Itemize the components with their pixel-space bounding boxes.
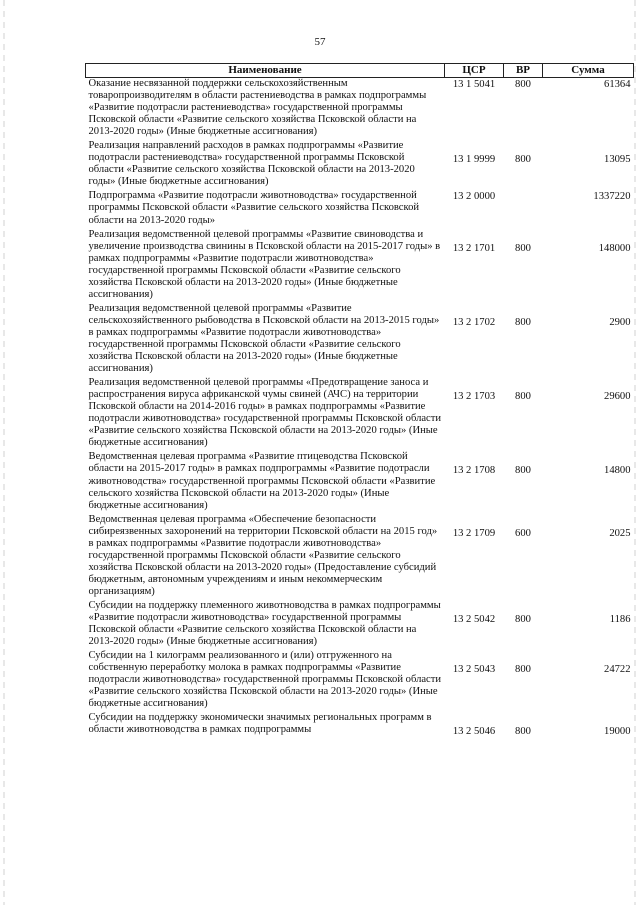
row-vr: 800 [515,664,531,676]
row-csr: 13 1 9999 [452,154,496,166]
table-row [86,712,634,740]
table-row [86,377,634,451]
row-csr: 13 1 5041 [452,79,496,90]
table-row [86,303,634,377]
row-vr: 800 [515,465,531,477]
row-vr: 800 [515,316,531,328]
row-sum: 24722 [604,664,631,676]
row-vr: 800 [515,242,531,254]
row-vr [504,190,543,228]
row-vr: 800 [515,613,531,625]
row-csr: 13 2 5046 [452,726,496,738]
row-csr: 13 2 0000 [452,191,496,203]
row-csr: 13 2 1701 [452,242,496,254]
row-sum: 61364 [604,79,631,90]
row-vr: 600 [515,527,531,539]
table-row [86,78,634,141]
row-name: Реализация направлений расходов в рамках подпрограммы «Развитие подотрасли растениеводства» государственной программы Псковской области «Развитие сельского хозяйства Псковской области на 2013-2020 годы» (Иные бюджетные ассигнования) [88,140,415,188]
table-row [86,140,634,190]
header-name: Наименование [86,64,445,78]
table-row [86,650,634,712]
table-row [86,229,634,303]
row-sum: 14800 [604,465,631,477]
row-name: Реализация ведомственной целевой программы «Развитие сельскохозяйственного рыбоводства в Псковской области на 2013-2015 годы» в рамках подпрограммы «Развитие подотрасли животноводства» государственной программы Псковской области «Развитие сельского хозяйства Псковской области на 2013-2020 годы» (Иные бюджетные ассигнования) [88,302,440,375]
row-vr: 800 [515,154,531,166]
budget-table [85,63,634,740]
table-row [86,190,634,228]
page-number: 57 [314,36,326,48]
header-sum: Сумма [543,64,634,78]
row-sum: 19000 [604,726,631,738]
row-csr: 13 2 1703 [452,391,496,403]
row-name: Оказание несвязанной поддержки сельскохозяйственным товаропроизводителям в области растениеводства в рамках подпрограммы «Развитие подотрасли растениеводства» государственной программы Псковской области «Развитие сельского хозяйства Псковской области на 2013-2020 годы» (Иные бюджетные ассигнования) [88,78,427,138]
row-vr: 800 [515,79,531,90]
row-sum: 29600 [604,391,631,403]
row-sum: 1186 [609,613,631,625]
row-name: Субсидии на 1 килограмм реализованного и (или) отгруженного на собственную переработку молока в рамках подпрограммы «Развитие подотрасли животноводства» государственной программы Псковской области «Развитие сельского хозяйства Псковской области на 2013-2020 годы» (Иные бюджетные ассигнования) [88,650,442,710]
table-row [86,600,634,650]
row-csr: 13 2 1702 [452,316,496,328]
row-vr: 800 [515,726,531,738]
row-name: Ведомственная целевая программа «Развитие птицеводства Псковской области на 2015-2017 годы» в рамках подпрограммы «Развитие подотрасли животноводства» государственной программы Псковской области «Развитие сельского хозяйства Псковской области на 2013-2020 годы» (Иные бюджетные ассигнования) [88,451,436,511]
row-sum: 148000 [598,242,631,254]
scan-edge-left [3,0,5,905]
scan-edge-right [634,0,636,905]
row-csr: 13 2 1709 [452,527,496,539]
row-name: Подпрограмма «Развитие подотрасли животноводства» государственной программы Псковской области «Развитие сельского хозяйства Псковской области на 2013-2020 годы» [88,190,420,226]
row-sum: 2900 [609,316,631,328]
table-row [86,514,634,600]
row-name: Ведомственная целевая программа «Обеспечение безопасности сибиреязвенных захоронений на территории Псковской области на 2015 год» в рамках подпрограммы «Развитие подотрасли животноводства» государственной программы Псковской области «Развитие сельского хозяйства Псковской области на 2013-2020 годы» (Предоставление субсидий бюджетным, автономным учреждениям и иным некоммерческим организациям) [88,513,438,597]
header-vr: ВР [504,64,543,78]
row-sum: 13095 [604,154,631,166]
row-csr: 13 2 1708 [452,465,496,477]
header-csr: ЦСР [445,64,504,78]
row-sum: 2025 [609,527,631,539]
row-csr: 13 2 5043 [452,664,496,676]
table-header-row [86,64,634,78]
row-name: Субсидии на поддержку племенного животноводства в рамках подпрограммы «Развитие подотрасли животноводства» государственной программы Псковской области «Развитие сельского хозяйства Псковской области на 2013-2020 годы» (Иные бюджетные ассигнования) [88,599,441,648]
row-sum: 1337220 [593,191,631,203]
row-vr: 800 [515,391,531,403]
row-name: Субсидии на поддержку экономически значимых региональных программ в области животноводства в рамках подпрограммы [88,712,432,736]
table-row [86,451,634,513]
row-name: Реализация ведомственной целевой программы «Развитие свиноводства и увеличение производства свинины в Псковской области на 2015-2017 годы» в рамках подпрограммы «Развитие подотрасли животноводства» государственной программы Псковской области «Развитие сельского хозяйства Псковской области на 2013-2020 годы» (Иные бюджетные ассигнования) [88,228,441,300]
row-name: Реализация ведомственной целевой программы «Предотвращение заноса и распространения вируса африканской чумы свиней (АЧС) на территории Псковской области на 2014-2016 годы» в рамках подпрограммы «Развитие подотрасли животноводства» государственной программы Псковской области «Развитие сельского хозяйства Псковской области на 2013-2020 годы» (Иные бюджетные ассигнования) [88,377,442,449]
row-csr: 13 2 5042 [452,613,496,625]
